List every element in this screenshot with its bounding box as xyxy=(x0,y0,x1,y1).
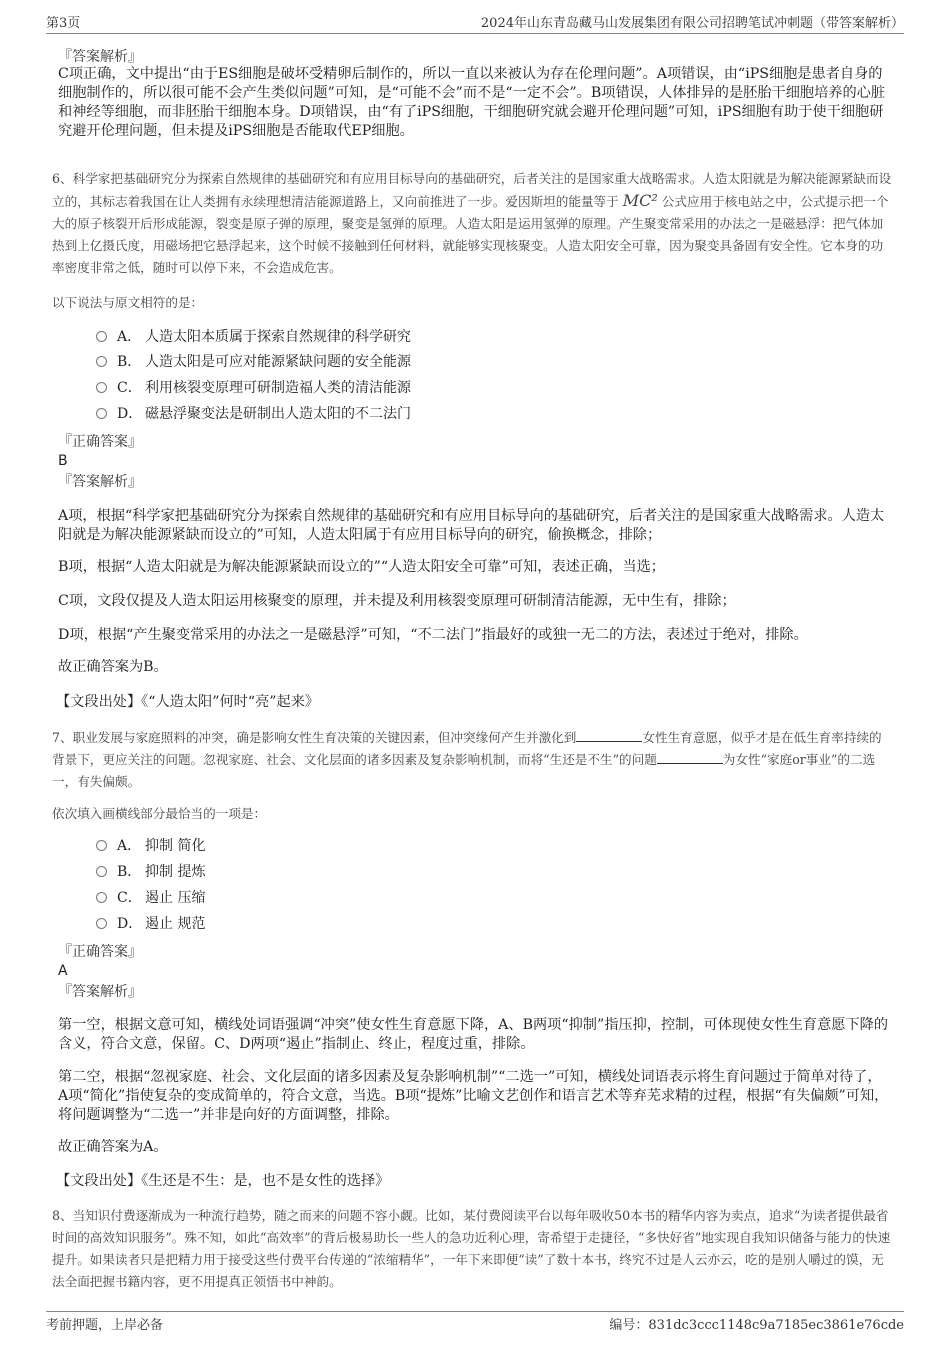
q7-prompt: 依次填入画横线部分最恰当的一项是： xyxy=(52,806,267,821)
q7-correct-answer: A xyxy=(58,963,68,979)
q7-blank-2 xyxy=(657,751,723,764)
q6-conclusion: 故正确答案为B。 xyxy=(58,659,168,675)
q6-source: 【文段出处】《“人造太阳”何时“亮”起来》 xyxy=(56,694,320,710)
q6-explain-d: D项，根据“产生聚变常采用的办法之一是磁悬浮”可知，“不二法门”指最好的或独一无二的方法，表述过于绝对，排除。 xyxy=(58,627,808,643)
q6-correct-label: 『正确答案』 xyxy=(58,434,142,450)
q7-option-d[interactable]: D． 遏止 规范 xyxy=(96,914,205,934)
page-number: 第3页 xyxy=(46,16,81,31)
q6-text-b: 公式应用于核电站之中，公式提示把一个大的原子核裂开后形成能源，裂变是原子弹的原理，聚变是氢弹的原理。人造太阳是运用氢弹的原理。产生聚变常采用的办法之一是磁悬浮：把气体加热到上亿摄氏度，用磁场把它悬浮起来，这个时候不接触到任何材料，就能够实现核聚变。人造太阳安全可靠，因为聚变具备固有安全性。它本身的功率密度非常之低，随时可以停下来，不会造成危害。 xyxy=(52,194,889,275)
q7-explain-label: 『答案解析』 xyxy=(58,984,142,1000)
q6-prompt: 以下说法与原文相符的是： xyxy=(52,295,204,310)
radio-icon[interactable] xyxy=(96,356,107,367)
q6-text-a: 6、科学家把基础研究分为探索自然规律的基础研究和有应用目标导向的基础研究，后者关注的是国家重大战略需求。人造太阳就是为解决能源紧缺而设立的，其标志着我国在让人类拥有永续理想清洁能源道路上，又向前推进了一步。爱因斯坦的能量等于 xyxy=(52,171,892,209)
q7-explain-1: 第一空，根据文意可知，横线处词语强调“冲突”使女性生育意愿下降，A、B两项“抑制”指压抑，控制，可体现使女性生育意愿下降的含义，符合文意，保留。C、D两项“遏止”指制止、终止，程度过重，排除。 xyxy=(58,1017,889,1052)
q6-explain-a: A项，根据“科学家把基础研究分为探索自然规律的基础研究和有应用目标导向的基础研究，后者关注的是国家重大战略需求。人造太阳就是为解决能源紧缺而设立的”可知，人造太阳属于有应用目标导向的研究，偷换概念，排除； xyxy=(58,508,885,543)
page-header xyxy=(46,12,904,30)
q6-formula: MC² xyxy=(622,191,658,210)
q7-correct-label: 『正确答案』 xyxy=(58,944,142,960)
radio-icon[interactable] xyxy=(96,408,107,419)
footer-id: 编号：831dc3ccc1148c9a7185ec3861e76cde xyxy=(609,1318,904,1333)
q6-explain-c: C项，文段仅提及人造太阳运用核聚变的原理，并未提及利用核裂变原理可研制清洁能源，无中生有，排除； xyxy=(58,593,736,609)
q7-passage: 7、职业发展与家庭照料的冲突，确是影响女性生育决策的关键因素，但冲突缘何产生并激化到 女性生育意愿，似乎才是在低生育率持续的背景下，更应关注的问题。忽视家庭、社会、文化层面的诸多因素及复杂影响机制，而将“生还是不生”的问题 为女性“家庭or事业”的二选一，有失偏颇。 xyxy=(52,730,882,789)
q6-option-b[interactable]: B． 人造太阳是可应对能源紧缺问题的安全能源 xyxy=(96,352,411,372)
q6-option-c[interactable]: C． 利用核裂变原理可研制造福人类的清洁能源 xyxy=(96,378,411,398)
q7-blank-1 xyxy=(576,729,642,742)
prev-explain-text: C项正确，文中提出“由于ES细胞是破坏受精卵后制作的，所以一直以来被认为存在伦理问题”。A项错误，由“iPS细胞是患者自身的细胞制作的，所以很可能不会产生类似问题”可知，是“可能不会”而不是“一定不会”。B项错误，人体排异的是胚胎干细胞培养的心脏和神经等细胞，而非胚胎干细胞本身。D项错误，由“有了iPS细胞，干细胞研究就会避开伦理问题”可知，iPS细胞有助于使干细胞研究避开伦理问题，但未提及iPS细胞是否能取代EP细胞。 xyxy=(58,66,886,139)
q7-source: 【文段出处】《生还是不生：是，也不是女性的选择》 xyxy=(56,1173,390,1189)
prev-explain-label: 『答案解析』 xyxy=(58,49,142,65)
radio-icon[interactable] xyxy=(96,866,107,877)
q6-passage xyxy=(52,168,894,279)
radio-icon[interactable] xyxy=(96,382,107,393)
document-title: 2024年山东青岛藏马山发展集团有限公司招聘笔试冲刺题（带答案解析） xyxy=(480,16,904,31)
q6-explain-b: B项，根据“人造太阳就是为解决能源紧缺而设立的”“人造太阳安全可靠”可知，表述正确，当选； xyxy=(58,559,665,575)
radio-icon[interactable] xyxy=(96,331,107,342)
q6-explain-label: 『答案解析』 xyxy=(58,474,142,490)
footer-slogan: 考前押题，上岸必备 xyxy=(46,1318,164,1333)
header-divider xyxy=(46,33,904,34)
q6-correct-answer: B xyxy=(58,453,68,469)
footer-divider xyxy=(46,1311,904,1312)
q6-option-a[interactable]: A． 人造太阳本质属于探索自然规律的科学研究 xyxy=(96,327,411,347)
q7-conclusion: 故正确答案为A。 xyxy=(58,1139,168,1155)
q7-explain-2: 第二空，根据“忽视家庭、社会、文化层面的诸多因素及复杂影响机制”“二选一”可知，横线处词语表示将生育问题过于简单对待了，A项“简化”指使复杂的变成简单的，符合文意，当选。B项“提炼”比喻文艺创作和语言艺术等弃芜求精的过程，根据“有失偏颇”可知，将问题调整为“二选一”并非是向好的方面调整，排除。 xyxy=(58,1069,889,1123)
q6-option-d[interactable]: D． 磁悬浮聚变法是研制出人造太阳的不二法门 xyxy=(96,404,411,424)
radio-icon[interactable] xyxy=(96,840,107,851)
radio-icon[interactable] xyxy=(96,918,107,929)
q7-option-b[interactable]: B． 抑制 提炼 xyxy=(96,862,205,882)
radio-icon[interactable] xyxy=(96,892,107,903)
q7-option-a[interactable]: A． 抑制 简化 xyxy=(96,836,205,856)
q7-option-c[interactable]: C． 遏止 压缩 xyxy=(96,888,205,908)
q8-passage: 8、当知识付费逐渐成为一种流行趋势，随之而来的问题不容小觑。比如，某付费阅读平台以每年吸收50本书的精华内容为卖点，追求“为读者提供最省时间的高效知识服务”。殊不知，如此“高效率”的背后极易助长一些人的急功近利心理，寄希望于走捷径，“多快好省”地实现自我知识储备与能力的快速提升。如果读者只是把精力用于接受这些付费平台传递的“浓缩精华”，一年下来即便“读”了数十本书，终究不过是人云亦云，吃的是别人嚼过的馍，无法全面把握书籍内容，更不用提真正领悟书中神韵。 xyxy=(52,1208,891,1289)
